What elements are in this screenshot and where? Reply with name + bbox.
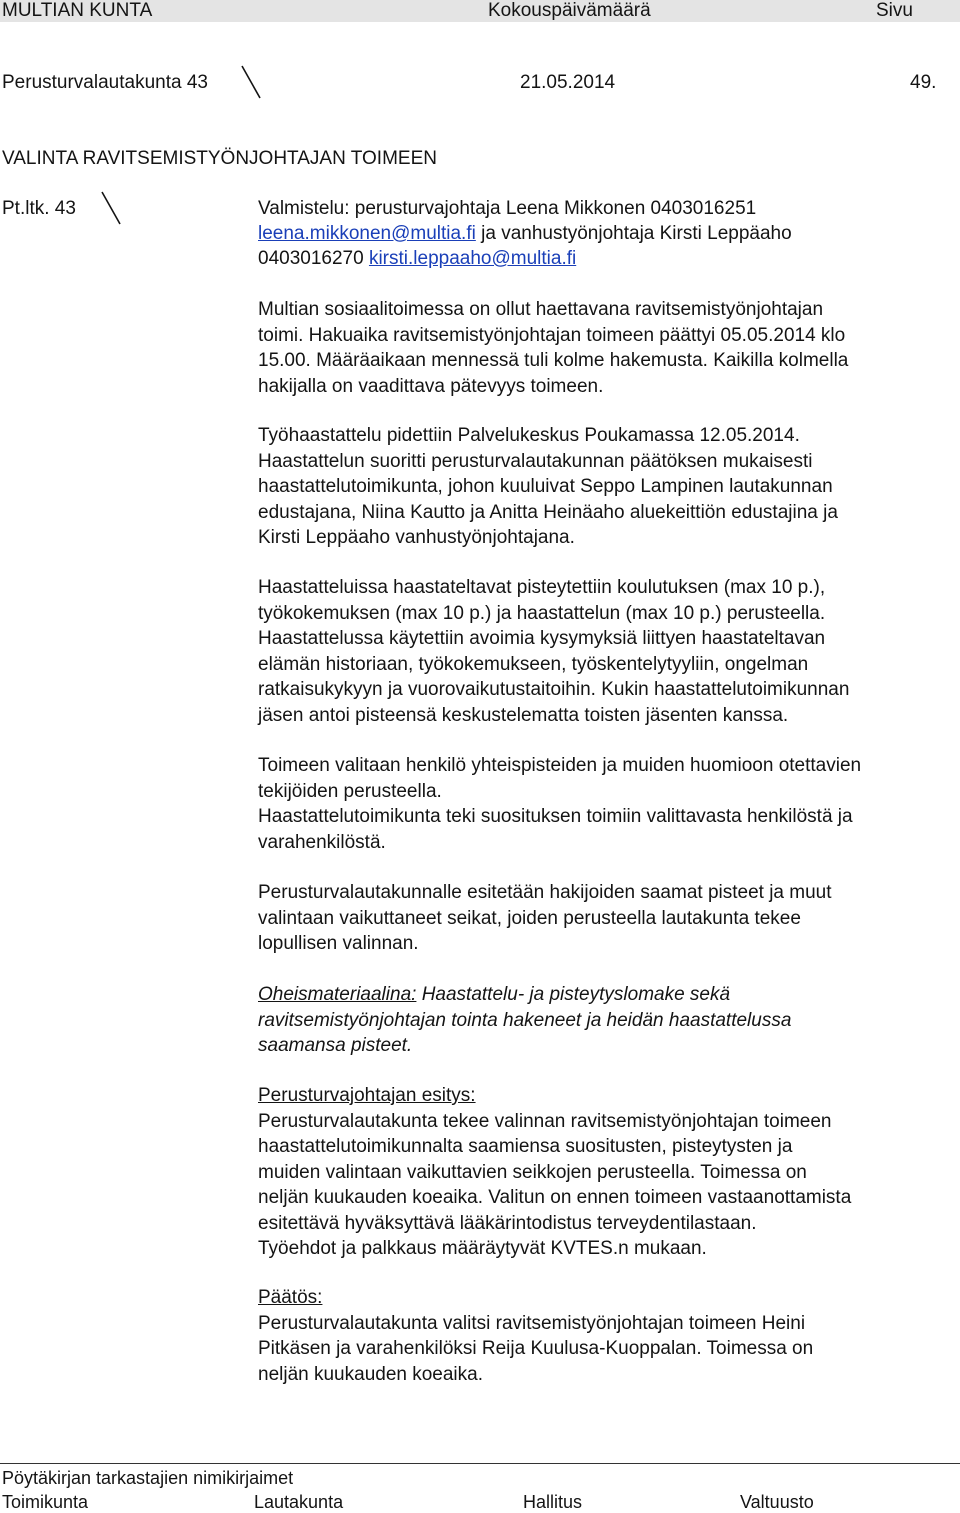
text-line: Perusturvalautakunnalle esitetään hakijoiden saamat pisteet ja muut: [258, 882, 832, 903]
proposal-heading: Perusturvajohtajan esitys:: [258, 1085, 476, 1106]
decision-heading: Päätös:: [258, 1287, 323, 1308]
text-line: Kirsti Leppäaho vanhustyönjohtajana.: [258, 527, 575, 548]
attachments-paragraph: [258, 982, 958, 1059]
text-line: Perusturvalautakunta tekee valinnan ravitsemistyönjohtajan toimeen: [258, 1110, 832, 1132]
text-line: hakijalla on vaadittava pätevyys toimeen.: [258, 375, 604, 397]
preparation-contacts-2: [258, 246, 958, 272]
text-line: neljän kuukauden koeaika.: [258, 1363, 484, 1385]
preparation-line: Valmistelu: perusturvajohtaja Leena Mikkonen 0403016251: [258, 198, 757, 219]
text-line: elämän historiaan, työkokemukseen, työskentelytyyliin, ongelman: [258, 653, 809, 675]
page-number: 49.: [910, 72, 937, 93]
text-line: neljän kuukauden koeaika. Valitun on ennen toimeen vastaanottamista: [258, 1187, 852, 1208]
attachments-heading: Oheismateriaalina:: [258, 984, 417, 1005]
slash-mark: [100, 190, 122, 226]
text-line: työkokemuksen (max 10 p.) ja haastattelun (max 10 p.) perusteella.: [258, 602, 826, 624]
decision-section: [258, 1285, 958, 1387]
paragraph-4: [258, 753, 958, 855]
text-line: Työehdot ja palkkaus määräytyvät KVTES.n mukaan.: [258, 1238, 707, 1259]
text-line: 15.00. Määräaikaan mennessä tuli kolme hakemusta. Kaikilla kolmella: [258, 350, 849, 371]
footer-col-hallitus: Hallitus: [523, 1492, 583, 1512]
section-label: Pt.ltk. 43: [2, 198, 76, 219]
text-line: toimi. Hakuaika ravitsemistyönjohtajan toimeen päättyi 05.05.2014 klo: [258, 324, 846, 346]
text-line: tekijöiden perusteella.: [258, 780, 442, 802]
text-line: Työhaastattelu pidettiin Palvelukeskus Poukamassa 12.05.2014.: [258, 425, 800, 446]
text-line: Haastattelutoimikunta teki suosituksen toimiin valittavasta henkilöstä ja: [258, 806, 853, 827]
text-line: Haastatteluissa haastateltavat pisteytettiin koulutuksen (max 10 p.),: [258, 577, 826, 598]
phone-number: 0403016270: [258, 248, 369, 269]
footer-col-valtuusto: Valtuusto: [740, 1492, 814, 1512]
text-line: varahenkilöstä.: [258, 831, 386, 853]
document-title: VALINTA RAVITSEMISTYÖNJOHTAJAN TOIMEEN: [2, 148, 437, 169]
footer-col-lautakunta: Lautakunta: [254, 1492, 344, 1512]
preparation-text: ja vanhustyönjohtaja Kirsti Leppäaho: [475, 223, 792, 244]
preparation-contacts: [258, 221, 958, 247]
footer-title: Pöytäkirjan tarkastajien nimikirjaimet: [2, 1468, 294, 1488]
meeting-date: 21.05.2014: [520, 72, 616, 93]
email-link-kirsti[interactable]: kirsti.leppaaho@multia.fi: [368, 248, 577, 269]
paragraph-5: [258, 880, 958, 957]
meeting-date-label: Kokouspäivämäärä: [488, 0, 651, 21]
text-line: ratkaisukykyyn ja vuorovaikutustaitoihin. Kukin haastattelutoimikunnan: [258, 679, 850, 700]
municipality-name: MULTIAN KUNTA: [2, 0, 153, 21]
text-line: ravitsemistyönjohtajan tointa hakeneet ja heidän haastattelussa: [258, 1009, 792, 1031]
paragraph-1: [258, 297, 958, 399]
paragraph-3: [258, 575, 958, 728]
text-line: Pitkäsen ja varahenkilöksi Reija Kuulusa-Kuoppalan. Toimessa on: [258, 1338, 814, 1359]
text-line: Haastattelussa käytettiin avoimia kysymyksiä liittyen haastateltavan: [258, 628, 826, 649]
text-line: haastattelutoimikunta, johon kuuluivat Seppo Lampinen lautakunnan: [258, 476, 833, 497]
text-line: esitettävä hyväksyttävä lääkärintodistus terveydentilastaan.: [258, 1212, 757, 1234]
text-line: muiden valintaan vaikuttavien seikkojen perusteella. Toimessa on: [258, 1161, 807, 1183]
email-link-leena[interactable]: leena.mikkonen@multia.fi: [258, 223, 476, 244]
text-line: edustajana, Niina Kautto ja Anitta Heinäaho aluekeittiön edustajina ja: [258, 501, 838, 523]
page-label: Sivu: [876, 0, 913, 21]
text-line: jäsen antoi pisteensä keskustelematta toisten jäsenten kanssa.: [258, 704, 789, 726]
attachments-text: Haastattelu- ja pisteytyslomake sekä: [416, 984, 731, 1005]
text-line: valintaan vaikuttaneet seikat, joiden perusteella lautakunta tekee: [258, 907, 801, 929]
meeting-body: Perusturvalautakunta 43: [2, 72, 208, 93]
text-line: saamansa pisteet.: [258, 1035, 413, 1056]
text-line: Toimeen valitaan henkilö yhteispisteiden ja muiden huomioon otettavien: [258, 755, 862, 776]
text-line: Perusturvalautakunta valitsi ravitsemistyönjohtajan toimeen Heini: [258, 1312, 806, 1334]
footer-col-toimikunta: Toimikunta: [2, 1492, 89, 1512]
text-line: lopullisen valinnan.: [258, 933, 419, 954]
text-line: Haastattelun suoritti perusturvalautakunnan päätöksen mukaisesti: [258, 450, 813, 472]
slash-mark: [240, 64, 262, 100]
paragraph-2: [258, 423, 958, 551]
text-line: haastattelutoimikunnalta saamiensa suositusten, pisteytysten ja: [258, 1136, 793, 1157]
text-line: Multian sosiaalitoimessa on ollut haettavana ravitsemistyönjohtajan: [258, 299, 824, 320]
footer-divider: [0, 1463, 960, 1464]
proposal-section: [258, 1083, 958, 1262]
text-line: [258, 982, 958, 1008]
